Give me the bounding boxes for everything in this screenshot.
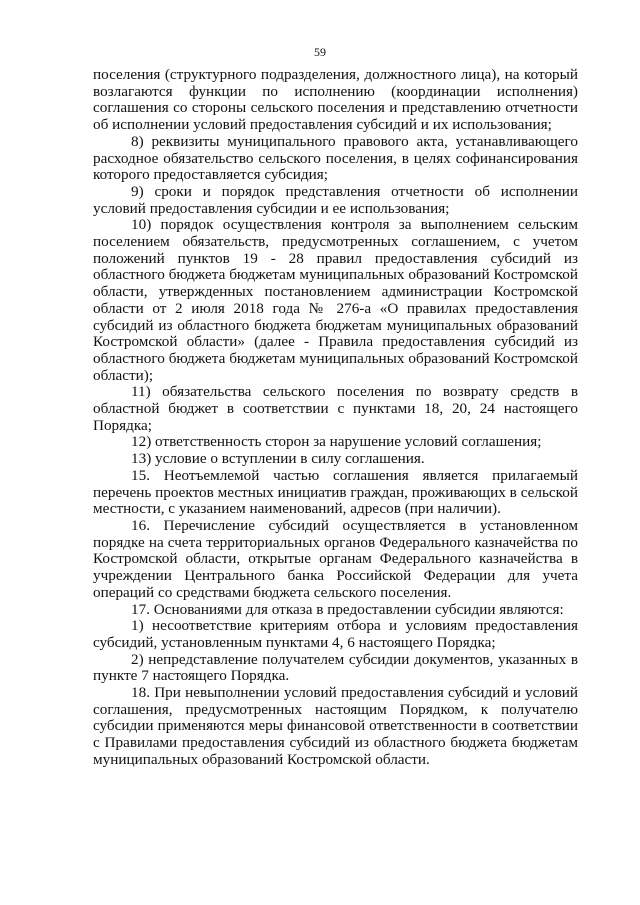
paragraph: 8) реквизиты муниципального правового акта, устанавливающего расходное обязательство сельского поселения, в целях софинансирования которого предоставляется субсидия; xyxy=(93,132,578,184)
paragraph: 1) несоответствие критериям отбора и условиям предоставления субсидий, установленным пунктами 4, 6 настоящего Порядка; xyxy=(93,617,578,651)
paragraph: 15. Неотъемлемой частью соглашения является прилагаемый перечень проектов местных инициатив граждан, проживающих в сельской местности, с указанием наименований, адресов (при наличии). xyxy=(93,466,578,518)
page-number: 59 xyxy=(314,45,326,59)
paragraph: поселения (структурного подразделения, должностного лица), на который возлагаются функции по исполнению (координации исполнения) соглашения со стороны сельского поселения и представлению отчетности об исполнении условий предоставления субсидий и их использования; xyxy=(93,66,578,134)
paragraph: 9) сроки и порядок представления отчетности об исполнении условий предоставления субсидии и ее использования; xyxy=(93,182,578,217)
paragraph: 12) ответственность сторон за нарушение условий соглашения; xyxy=(131,433,542,451)
paragraph: 10) порядок осуществления контроля за выполнением сельским поселением обязательств, предусмотренных соглашением, с учетом положений пунктов 19 - 28 правил предоставления субсидий из областного бюджета бюджетам муниципальных образований Костромской области, утвержденных постановлением администрации Костромской области от 2 июля 2018 года № 276-а «О правилах предоставления субсидий из областного бюджета бюджетам муниципальных образований Костромской области» (далее - Правила предоставления субсидий из областного бюджета бюджетам муниципальных образований Костромской области); xyxy=(93,216,578,384)
paragraph: 11) обязательства сельского поселения по возврату средств в областной бюджет в соответствии с пунктами 18, 20, 24 настоящего Порядка; xyxy=(93,383,578,434)
paragraph: 13) условие о вступлении в силу соглашения. xyxy=(131,450,425,468)
paragraph: 16. Перечисление субсидий осуществляется в установленном порядке на счета территориальных органов Федерального казначейства по Костромской области, открытые органам Федерального казначейства в учреждении Центрального банка Российской Федерации для учета операций со средствами бюджета сельского поселения. xyxy=(93,516,578,601)
document-body xyxy=(93,67,578,769)
paragraph: 17. Основаниями для отказа в предоставлении субсидии являются: xyxy=(131,600,564,618)
paragraph: 2) непредставление получателем субсидии документов, указанных в пункте 7 настоящего Порядка. xyxy=(93,650,578,685)
paragraph: 18. При невыполнении условий предоставления субсидий и условий соглашения, предусмотренных настоящим Порядком, к получателю субсидии применяются меры финансовой ответственности в соответствии с Правилами предоставления субсидий из областного бюджета бюджетам муниципальных образований Костромской области. xyxy=(93,684,578,768)
